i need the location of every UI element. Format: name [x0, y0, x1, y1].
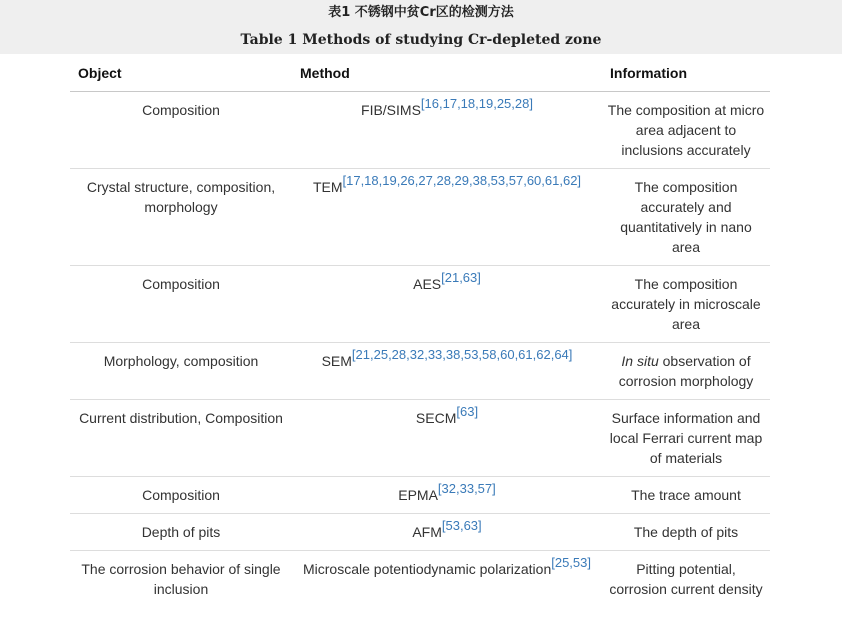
method-cell — [292, 343, 602, 400]
method-name: AFM — [412, 524, 442, 540]
method-name: SEM — [321, 353, 352, 369]
caption-english: Table 1 Methods of studying Cr-depleted zone — [240, 32, 602, 48]
method-name: SECM — [415, 410, 457, 426]
info-italic-text: In situ — [621, 353, 659, 369]
info-text: observation of corrosion morphology — [618, 353, 754, 389]
table-row — [70, 266, 770, 343]
reference-link[interactable]: [53,63] — [441, 518, 482, 534]
information-cell: The trace amount — [602, 477, 770, 514]
table-row — [70, 343, 770, 400]
object-cell: Composition — [70, 266, 292, 343]
method-name: Microscale potentiodynamic polarization — [303, 561, 552, 577]
object-cell: Composition — [70, 477, 292, 514]
method-cell — [292, 266, 602, 343]
method-name: FIB/SIMS — [361, 102, 421, 118]
method-cell — [292, 92, 602, 169]
method-cell — [292, 169, 602, 266]
caption-chinese: 表1 不锈钢中贫Cr区的检测方法 — [328, 5, 514, 20]
method-name: AES — [413, 276, 442, 292]
method-name: EPMA — [398, 487, 438, 503]
reference-link[interactable]: [21,25,28,32,33,38,53,58,60,61,62,64] — [351, 347, 573, 363]
header-row — [70, 54, 770, 92]
method-cell — [292, 514, 602, 551]
table-row — [70, 400, 770, 477]
reference-link[interactable]: [21,63] — [441, 270, 481, 286]
object-cell: Crystal structure, composition, morphology — [70, 169, 292, 266]
reference-link[interactable]: [63] — [456, 404, 479, 420]
object-cell: Composition — [70, 92, 292, 169]
header-method: Method — [292, 54, 602, 92]
table-row — [70, 92, 770, 169]
information-cell: The composition at micro area adjacent to inclusions accurately — [602, 92, 770, 169]
information-cell: The composition accurately in microscale area — [602, 266, 770, 343]
information-cell — [602, 343, 770, 400]
information-cell: Surface information and local Ferrari current map of materials — [602, 400, 770, 477]
header-information: Information — [602, 54, 770, 92]
method-name: TEM — [312, 179, 343, 195]
header-object: Object — [70, 54, 292, 92]
reference-link[interactable]: [16,17,18,19,25,28] — [420, 96, 533, 112]
table-row — [70, 169, 770, 266]
table-caption — [0, 0, 842, 54]
information-cell: The depth of pits — [602, 514, 770, 551]
information-cell: Pitting potential, corrosion current density — [609, 561, 763, 597]
table-row — [70, 477, 770, 514]
method-cell — [292, 551, 602, 621]
table-row — [70, 551, 770, 621]
reference-link[interactable]: [17,18,19,26,27,28,29,38,53,57,60,61,62] — [342, 173, 582, 189]
information-cell: The composition accurately and quantitatively in nano area — [602, 169, 770, 266]
object-cell: Current distribution, Composition — [70, 400, 292, 477]
object-cell: Depth of pits — [70, 514, 292, 551]
object-cell: The corrosion behavior of single inclusion — [81, 561, 281, 597]
object-cell: Morphology, composition — [70, 343, 292, 400]
methods-table — [70, 54, 770, 621]
method-cell — [292, 477, 602, 514]
reference-link[interactable]: [25,53] — [551, 555, 591, 571]
reference-link[interactable]: [32,33,57] — [437, 481, 496, 497]
table-row — [70, 514, 770, 551]
method-cell — [292, 400, 602, 477]
